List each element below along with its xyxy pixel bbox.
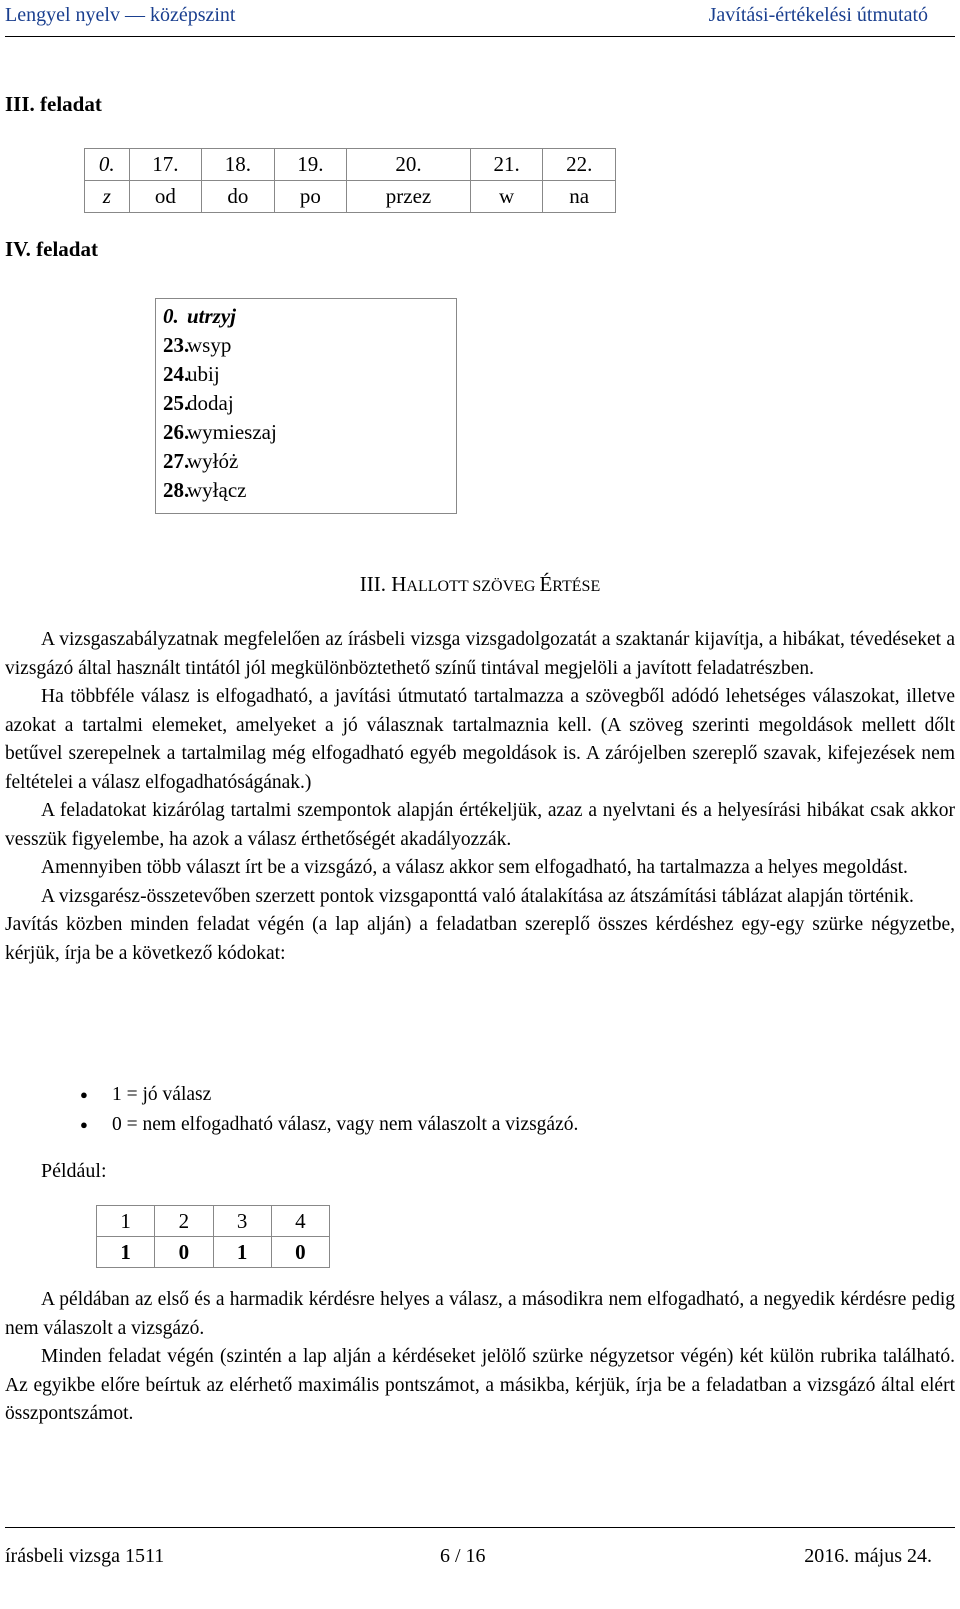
table-cell: 1: [97, 1237, 155, 1268]
item-number: 26.: [163, 420, 190, 444]
item-number: 25.: [163, 391, 190, 415]
item-answer: wyłącz: [187, 478, 247, 502]
table-cell: 0.: [85, 149, 130, 181]
table-cell: po: [274, 181, 347, 213]
table-cell: 4: [271, 1206, 329, 1237]
table-cell: do: [202, 181, 275, 213]
list-item: ● 1 = jó válasz: [80, 1080, 578, 1110]
example-label: Például:: [41, 1160, 107, 1182]
task3-title: III. feladat: [5, 92, 102, 116]
paragraph: Ha többféle válasz is elfogadható, a javítási útmutató tartalmazza a szövegből adódó lehetséges válaszokat, illetve azokat a tartalmi elemeket, amelyeket a jó válasznak tartalmaznia kell. (A szöveg szerinti megoldások mellett dőlt betűvel szerepelnek a tartalmilag még elfogadható egyéb megoldások is. A zárójelben szereplő szavak, kifejezések nem feltételei a válasz elfogadhatóságának.): [5, 686, 955, 793]
item-answer: dodaj: [187, 391, 234, 415]
paragraph: Amennyiben több választ írt be a vizsgázó, a válasz akkor sem elfogadható, ha tartalmazza a helyes megoldást.: [41, 857, 908, 878]
item-answer: utrzyj: [187, 304, 237, 328]
code-list: [80, 1080, 578, 1140]
section-title-part: É: [539, 572, 553, 596]
table-cell: 2: [155, 1206, 213, 1237]
table-cell: z: [85, 181, 130, 213]
footer-exam-code: írásbeli vizsga 1511: [5, 1545, 165, 1567]
list-item: ● 0 = nem elfogadható válasz, vagy nem válaszolt a vizsgázó.: [80, 1110, 578, 1140]
table-cell: w: [470, 181, 543, 213]
table-cell: 21.: [470, 149, 543, 181]
header-subject: Lengyel nyelv — középszint: [5, 4, 236, 26]
table-cell: 1: [97, 1206, 155, 1237]
section-title: [0, 572, 960, 597]
footer-divider: [5, 1527, 955, 1528]
page-number: 6 / 16: [440, 1545, 486, 1567]
paragraph: A vizsgarész-összetevőben szerzett pontok vizsgaponttá való átalakítása az átszámítási táblázat alapján történik.: [41, 885, 914, 907]
paragraph: A vizsgaszabályzatnak megfelelően az írásbeli vizsga vizsgadolgozatát a szaktanár kijavítja, a hibákat, tévedéseket a vizsgázó által használt tintától jól megkülönböztethető színű tintával megjelöli a javított feladatrészben.: [5, 629, 955, 679]
header-divider: [5, 36, 955, 37]
header-doc-type: Javítási-értékelési útmutató: [708, 4, 928, 26]
table-cell: 22.: [543, 149, 616, 181]
closing-text: [5, 1286, 955, 1429]
table-cell: przez: [347, 181, 471, 213]
task4-answer-table: [155, 298, 457, 514]
task3-answer-row: [85, 181, 616, 213]
table-cell: od: [129, 181, 202, 213]
table-cell: na: [543, 181, 616, 213]
paragraph: Minden feladat végén (szintén a lap alján a kérdéseket jelölő szürke négyzetsor végén) két külön rubrika található. Az egyikbe előre beírtuk az elérhető maximális pontszámot, a másikba, kérjük, írja be a feladatban a vizsgázó által elért összpontszámot.: [5, 1346, 955, 1424]
table-cell: 3: [213, 1206, 271, 1237]
table-row: [97, 1237, 330, 1268]
item-answer: wsyp: [187, 333, 232, 357]
paragraph: Javítás közben minden feladat végén (a lap alján) a feladatban szereplő összes kérdéshez egy-egy szürke négyzetbe, kérjük, írja be a következő kódokat:: [5, 914, 955, 964]
table-cell: 19.: [274, 149, 347, 181]
item-number: 24.: [163, 362, 190, 386]
footer-date: 2016. május 24.: [804, 1545, 932, 1567]
paragraph: A feladatokat kizárólag tartalmi szempontok alapján értékeljük, azaz a nyelvtani és a helyesírási hibákat csak akkor vesszük figyelembe, ha azok a válasz érthetőségét akadályozzák.: [5, 800, 955, 850]
item-answer: ubij: [187, 362, 220, 386]
table-cell: 0: [155, 1237, 213, 1268]
table-cell: 17.: [129, 149, 202, 181]
item-number: 0.: [163, 304, 179, 328]
instructions: [5, 626, 955, 968]
item-number: 23.: [163, 333, 190, 357]
section-title-part: ALLOTT SZÖVEG: [406, 578, 540, 595]
table-cell: 0: [271, 1237, 329, 1268]
example-table: [96, 1205, 330, 1268]
paragraph: A példában az első és a harmadik kérdésre helyes a válasz, a másodikra nem elfogadható, a negyedik kérdésre pedig nem válaszolt a vizsgázó.: [5, 1289, 955, 1339]
section-prefix: III.: [359, 572, 392, 596]
table-row: [97, 1206, 330, 1237]
task4-title: IV. feladat: [5, 237, 98, 261]
section-title-part: RTÉSE: [552, 578, 601, 595]
table-cell: 1: [213, 1237, 271, 1268]
item-answer: wyłóż: [187, 449, 239, 473]
task3-answer-table: [84, 148, 616, 213]
item-number: 27.: [163, 449, 190, 473]
table-cell: 18.: [202, 149, 275, 181]
table-cell: 20.: [347, 149, 471, 181]
section-title-part: H: [391, 572, 407, 596]
item-number: 28.: [163, 478, 190, 502]
task3-number-row: [85, 149, 616, 181]
item-answer: wymieszaj: [187, 420, 277, 444]
